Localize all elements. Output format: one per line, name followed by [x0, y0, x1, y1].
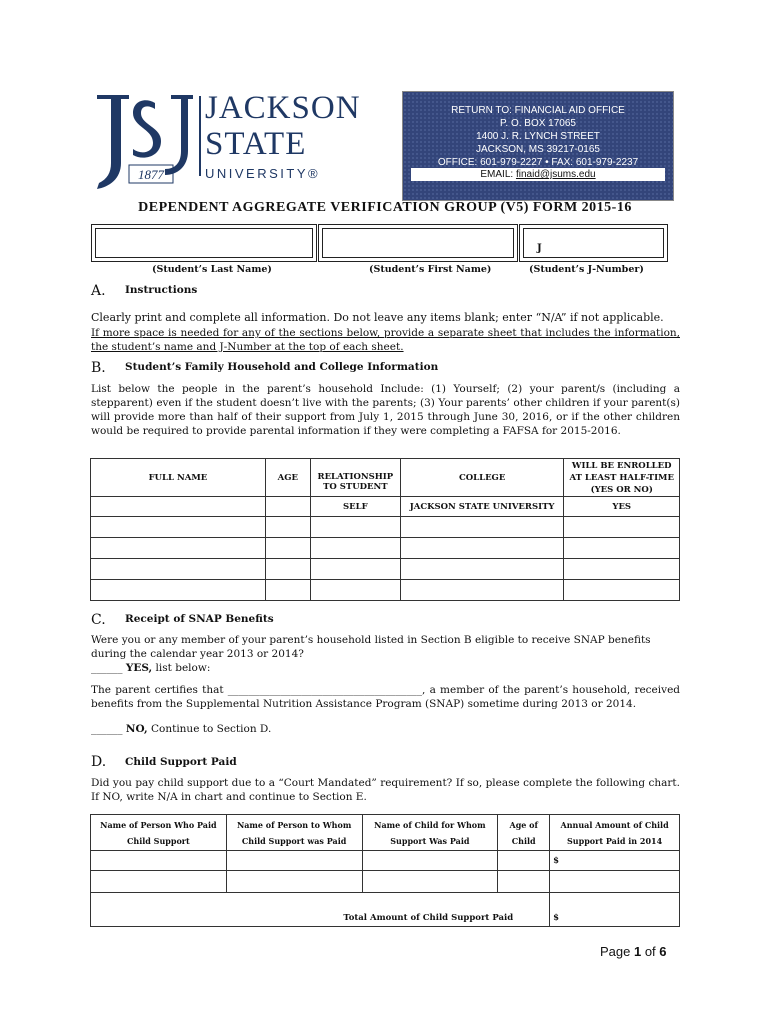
email-link[interactable]: finaid@jsums.edu	[515, 169, 596, 180]
col-age: AGE	[265, 459, 310, 497]
logo-year: 1877	[138, 167, 164, 182]
logo-line-university: UNIVERSITY®	[205, 166, 321, 181]
section-b-text: List below the people in the parent’s household Include: (1) Yourself; (2) your parent/s (including a stepparent) even if the student doesn’t live with the parents; (3) Your parents’ other children if your parent(s) will provide more than half of their support from July 1, 2015 through June 30, 2016, or if the other children would be required to provide parental information if they were completing a FAFSA for 2015-2016.	[91, 383, 680, 437]
col-college: COLLEGE	[400, 459, 564, 497]
total-dollar[interactable]: $	[550, 893, 680, 927]
snap-certify	[91, 683, 680, 711]
col-payer: Name of Person Who Paid Child Support	[91, 815, 227, 851]
form-title: DEPENDENT AGGREGATE VERIFICATION GROUP (V5) FORM 2015-16	[138, 200, 632, 215]
section-d-letter: D.	[91, 754, 107, 770]
snap-yes-blank[interactable]: ______	[91, 662, 123, 674]
total-row	[91, 893, 680, 927]
return-line-3: 1400 J. R. LYNCH STREET	[476, 131, 600, 142]
table-row[interactable]	[91, 559, 680, 580]
snap-yes-line[interactable]	[91, 662, 210, 674]
section-a-letter: A.	[91, 283, 106, 299]
page-word: Page	[600, 944, 634, 959]
cell-age[interactable]	[265, 497, 310, 517]
first-name-box[interactable]	[318, 224, 518, 262]
table-row[interactable]	[91, 538, 680, 559]
jnumber-box[interactable]	[519, 224, 668, 262]
table-row[interactable]	[91, 871, 680, 893]
section-a-title: Instructions	[125, 284, 198, 296]
jnumber-prefix: J	[537, 243, 542, 254]
col-payee: Name of Person to Whom Child Support was Paid	[226, 815, 362, 851]
table-row[interactable]	[91, 580, 680, 601]
cell-name[interactable]	[91, 497, 266, 517]
page-number	[600, 944, 667, 959]
section-c-title: Receipt of SNAP Benefits	[125, 613, 274, 625]
snap-yes-rest: list below:	[152, 662, 211, 674]
first-name-label: (Student’s First Name)	[369, 264, 492, 275]
jsu-monogram-icon	[95, 93, 195, 191]
snap-no-line[interactable]	[91, 723, 271, 735]
child-support-header-row	[91, 815, 680, 851]
email-bar	[411, 168, 665, 181]
certify-blank[interactable]: _____________________________________	[227, 684, 423, 696]
email-label: EMAIL:	[480, 169, 514, 180]
snap-no-rest: Continue to Section D.	[147, 723, 272, 735]
logo-divider	[199, 96, 201, 176]
col-full-name: FULL NAME	[91, 459, 266, 497]
col-amount: Annual Amount of Child Support Paid in 2014	[550, 815, 680, 851]
cell-enrolled: YES	[564, 497, 680, 517]
cell-relationship: SELF	[310, 497, 400, 517]
logo-line-jackson: JACKSON	[205, 90, 361, 126]
section-a-line2: If more space is needed for any of the sections below, provide a separate sheet that includes the information, the student’s name and J-Number at the top of each sheet.	[91, 327, 680, 353]
total-label: Total Amount of Child Support Paid	[91, 893, 550, 927]
return-line-4: JACKSON, MS 39217-0165	[476, 144, 600, 155]
snap-no-label: NO,	[125, 723, 148, 735]
section-c-letter: C.	[91, 612, 106, 628]
return-line-1: RETURN TO: FINANCIAL AID OFFICE	[451, 105, 625, 116]
section-b-letter: B.	[91, 360, 106, 376]
snap-no-blank[interactable]: ______	[91, 723, 123, 735]
cell-college: JACKSON STATE UNIVERSITY	[400, 497, 564, 517]
amount-dollar[interactable]: $	[550, 851, 680, 871]
page-of: of	[641, 944, 660, 959]
section-d-text: Did you pay child support due to a “Court Mandated” requirement? If so, please complete the following chart. If NO, write N/A in chart and continue to Section E.	[91, 777, 680, 803]
page-total: 6	[659, 944, 667, 959]
section-c-question: Were you or any member of your parent’s household listed in Section B eligible to receive SNAP benefits during the calendar year 2013 or 2014?	[91, 634, 651, 660]
logo-line-state: STATE	[205, 126, 307, 162]
col-relationship: RELATIONSHIP TO STUDENT	[310, 459, 400, 497]
jnumber-label: (Student’s J-Number)	[529, 264, 644, 275]
certify-b: , a member of the parent’s household, received benefits from the Supplemental Nutrition Assistance Program (SNAP) sometime during 2013 or 2014.	[91, 684, 680, 710]
household-header-row	[91, 459, 680, 497]
last-name-box[interactable]	[91, 224, 317, 262]
snap-yes-label: YES,	[125, 662, 153, 674]
certify-a: The parent certifies that	[91, 684, 224, 696]
return-address-box	[402, 91, 674, 201]
section-d-title: Child Support Paid	[125, 756, 237, 768]
col-enrolled: WILL BE ENROLLED AT LEAST HALF-TIME (YES OR NO)	[564, 459, 680, 497]
logo-wordmark	[205, 92, 361, 180]
page-current: 1	[633, 944, 642, 959]
section-b-title: Student’s Family Household and College Information	[125, 361, 439, 373]
last-name-label: (Student’s Last Name)	[152, 264, 272, 275]
section-a-line1: Clearly print and complete all information. Do not leave any items blank; enter “N/A” if not applicable.	[91, 311, 664, 324]
col-child-age: Age of Child	[498, 815, 550, 851]
child-support-table	[90, 814, 680, 927]
table-row[interactable]	[91, 497, 680, 517]
household-table	[90, 458, 680, 601]
table-row[interactable]	[91, 517, 680, 538]
return-line-2: P. O. BOX 17065	[500, 118, 576, 129]
col-child-name: Name of Child for Whom Support Was Paid	[362, 815, 498, 851]
return-line-5: OFFICE: 601-979-2227 • FAX: 601-979-2237	[437, 157, 639, 168]
table-row[interactable]	[91, 851, 680, 871]
